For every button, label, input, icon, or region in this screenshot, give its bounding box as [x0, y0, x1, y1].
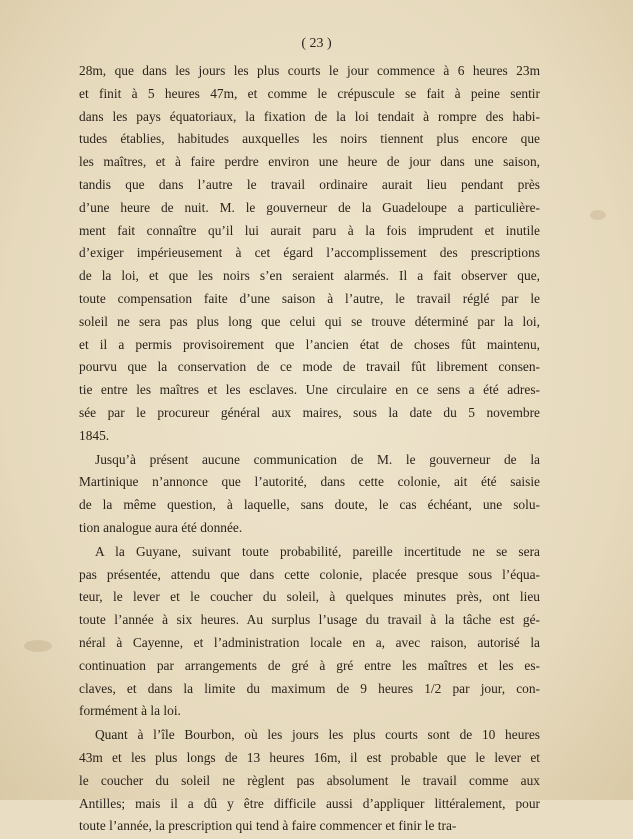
text-line: tion analogue aura été donnée. [79, 519, 243, 535]
text-line: Antilles; mais il a dû y être difficile aussi d’appliquer littéralement, pour [79, 795, 540, 811]
text-line: teur, le lever et le coucher du soleil, à quelques minutes près, ont lieu [79, 589, 540, 605]
text-line: sée par le procureur général aux maires, sous la date du 5 novembre [79, 404, 540, 420]
paragraph [79, 724, 540, 838]
text-line: toute l’année, la prescription qui tend à faire commencer et finir le tra- [79, 818, 457, 834]
text-line: tandis que dans l’autre le travail ordinaire aurait lieu pendant près [79, 176, 540, 192]
text-line: pas présentée, attendu que dans cette colonie, placée presque sous l’équa- [79, 566, 540, 582]
text-line: et finit à 5 heures 47m, et comme le crépuscule se fait à peine sentir [79, 85, 540, 101]
text-line: ment fait connaître qu’il lui aurait paru à la fois imprudent et inutile [79, 222, 540, 238]
text-line: de la loi, et que les noirs s’en seraient alarmés. Il a fait observer que, [79, 268, 540, 284]
document-body [79, 60, 540, 839]
text-line: et il a permis provisoirement que l’ancien état de choses fût maintenu, [79, 336, 540, 352]
paper-stain [590, 210, 606, 220]
text-line: formément à la loi. [79, 703, 181, 719]
paragraph [79, 541, 540, 723]
paragraph [79, 449, 540, 540]
paragraph [79, 60, 540, 448]
text-line: claves, et dans la limite du maximum de 9 heures 1/2 par jour, con- [79, 680, 540, 696]
text-line: 43m et les plus longs de 13 heures 16m, il est probable que le lever et [79, 749, 540, 765]
text-line: Martinique n’annonce que l’autorité, dans cette colonie, ait été saisie [79, 474, 540, 490]
text-line: soleil ne sera pas plus long que celui qui se trouve déterminé par la loi, [79, 313, 540, 329]
text-line: le coucher du soleil ne règlent pas absolument le travail comme aux [79, 772, 540, 788]
text-line: dans les pays équatoriaux, la fixation de la loi tendait à rompre des habi- [79, 108, 540, 124]
text-line: d’une heure de nuit. M. le gouverneur de la Guadeloupe a particulière- [79, 199, 540, 215]
text-line: continuation par arrangements de gré à gré entre les maîtres et les es- [79, 657, 540, 673]
text-line: néral à Cayenne, et l’administration locale en a, avec raison, autorisé la [79, 634, 540, 650]
text-line: pourvu que la conservation de ce mode de travail fût librement consen- [79, 359, 540, 375]
text-line: tie entre les maîtres et les esclaves. Une circulaire en ce sens a été adres- [79, 382, 540, 398]
text-line: 1845. [79, 427, 110, 443]
text-line: Jusqu’à présent aucune communication de M. le gouverneur de la [95, 451, 540, 467]
text-line: toute compensation faite d’une saison à l’autre, le travail réglé par le [79, 290, 540, 306]
text-line: de la même question, à laquelle, sans doute, le cas échéant, une solu- [79, 497, 540, 513]
text-line: les maîtres, et à faire perdre environ une heure de jour dans une saison, [79, 154, 540, 170]
text-line: Quant à l’île Bourbon, où les jours les plus courts sont de 10 heures [95, 727, 540, 743]
text-line: A la Guyane, suivant toute probabilité, pareille incertitude ne se sera [95, 543, 540, 559]
text-line: toute l’année à six heures. Au surplus l’usage du travail à la tâche est gé- [79, 612, 540, 628]
text-line: d’exiger impérieusement à cet égard l’accomplissement des prescriptions [79, 245, 540, 261]
text-line: 28m, que dans les jours les plus courts le jour commence à 6 heures 23m [79, 63, 540, 78]
page-number: ( 23 ) [301, 36, 332, 51]
text-line: tudes établies, habitudes auxquelles les noirs tiennent plus encore que [79, 131, 540, 147]
paper-stain [24, 640, 52, 652]
